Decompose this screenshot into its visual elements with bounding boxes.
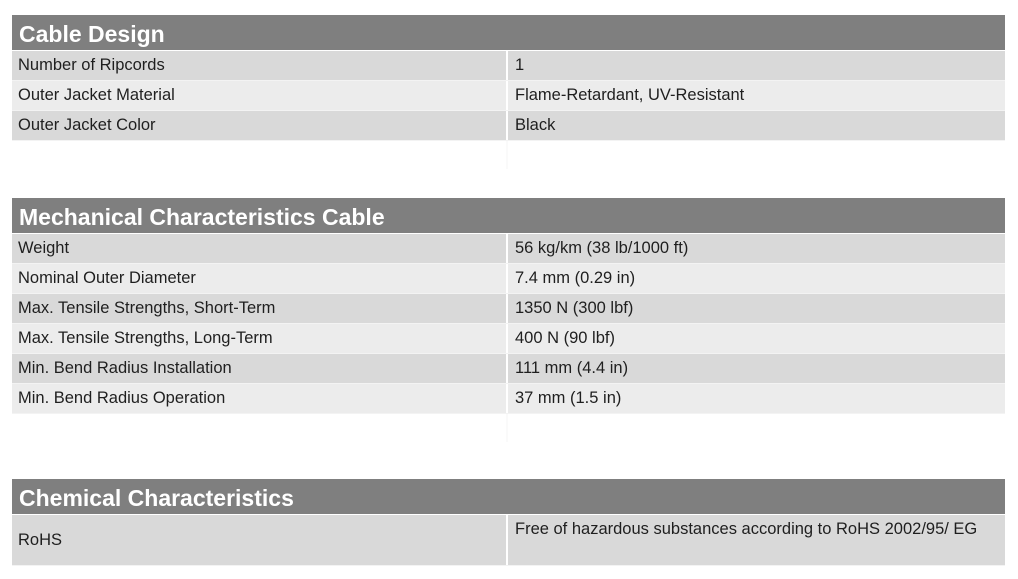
row-value: 111 mm (4.4 in) [508,354,1005,383]
row-value: 37 mm (1.5 in) [508,384,1005,413]
empty-row [12,414,1005,442]
row-value: 1 [508,51,1005,80]
row-value: Flame-Retardant, UV-Resistant [508,81,1005,110]
table-row [12,354,1005,384]
mechanical-characteristics-section [12,198,1005,442]
row-value: 1350 N (300 lbf) [508,294,1005,323]
empty-row [12,141,1005,169]
section-title: Mechanical Characteristics Cable [12,198,1005,234]
table-row [12,81,1005,111]
empty-cell [12,141,508,169]
section-title: Chemical Characteristics [12,479,1005,515]
row-value: 7.4 mm (0.29 in) [508,264,1005,293]
table-row [12,515,1005,566]
row-label: RoHS [12,515,508,565]
row-value: Black [508,111,1005,140]
row-label: Max. Tensile Strengths, Short-Term [12,294,508,323]
row-value: 56 kg/km (38 lb/1000 ft) [508,234,1005,263]
row-label: Number of Ripcords [12,51,508,80]
row-label: Nominal Outer Diameter [12,264,508,293]
empty-cell [508,414,1005,442]
table-row [12,51,1005,81]
table-row [12,234,1005,264]
row-label: Min. Bend Radius Operation [12,384,508,413]
empty-cell [508,141,1005,169]
table-row [12,324,1005,354]
chemical-characteristics-section [12,479,1005,566]
cable-design-section [12,15,1005,169]
section-title: Cable Design [12,15,1005,51]
empty-cell [12,414,508,442]
table-row [12,384,1005,414]
row-value: 400 N (90 lbf) [508,324,1005,353]
row-label: Outer Jacket Color [12,111,508,140]
row-label: Min. Bend Radius Installation [12,354,508,383]
table-row [12,111,1005,141]
table-row [12,264,1005,294]
row-value: Free of hazardous substances according to RoHS 2002/95/ EG [508,515,1005,565]
row-label: Max. Tensile Strengths, Long-Term [12,324,508,353]
table-row [12,294,1005,324]
row-label: Weight [12,234,508,263]
row-label: Outer Jacket Material [12,81,508,110]
